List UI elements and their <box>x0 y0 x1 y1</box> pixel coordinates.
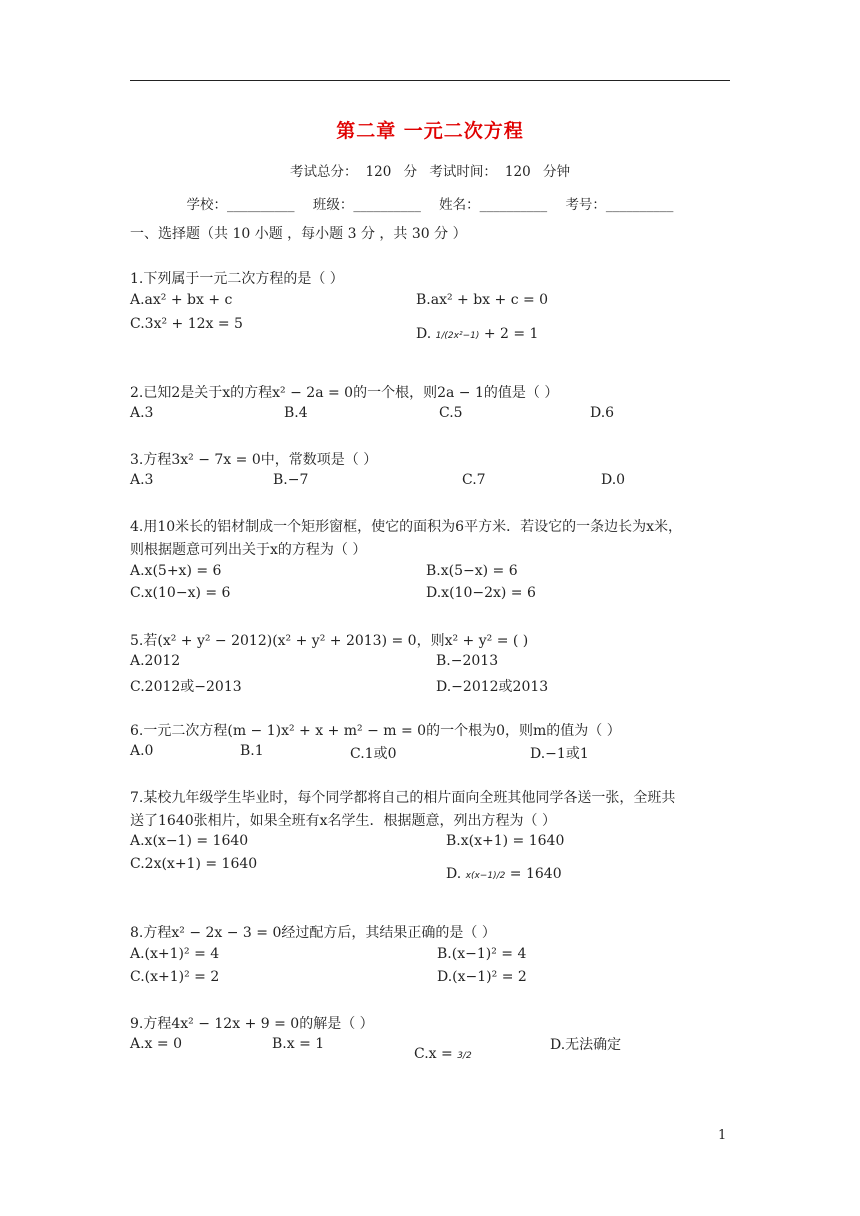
question-3-option-c: C.7 <box>462 472 486 488</box>
question-8-stem: 8.方程x² − 2x − 3 = 0经过配方后，其结果正确的是（ ） <box>130 925 496 941</box>
question-9-option-b: B.x = 1 <box>272 1036 325 1052</box>
question-7-option-d <box>446 866 562 882</box>
question-2-stem: 2.已知2是关于x的方程x² − 2a = 0的一个根，则2a − 1的值是（ ） <box>130 385 559 401</box>
question-1-option-a: A.ax² + bx + c <box>130 292 233 308</box>
question-1-stem: 1.下列属于一元二次方程的是（ ） <box>130 271 344 287</box>
exam-meta <box>0 160 860 180</box>
question-4-option-b: B.x(5−x) = 6 <box>426 563 518 579</box>
question-5-option-a: A.2012 <box>130 653 181 669</box>
time-value: 120 <box>504 164 531 180</box>
question-5-stem: 5.若(x² + y² − 2012)(x² + y² + 2013) = 0，则x² + y² = ( ) <box>130 633 529 649</box>
question-4-option-c: C.x(10−x) = 6 <box>130 585 231 601</box>
question-1-option-d <box>416 326 538 342</box>
question-2-option-c: C.5 <box>439 405 463 421</box>
option-d-fraction: 1/(2x²−1) <box>435 331 480 341</box>
question-4-option-d: D.x(10−2x) = 6 <box>426 585 536 601</box>
question-5-option-b: B.−2013 <box>436 653 499 669</box>
question-2-option-a: A.3 <box>130 405 154 421</box>
question-3-stem: 3.方程3x² − 7x = 0中，常数项是（ ） <box>130 452 378 468</box>
school-field: 学校：__________ <box>186 197 295 213</box>
option-c-prefix: C.x = <box>414 1046 453 1062</box>
question-7-option-b: B.x(x+1) = 1640 <box>446 833 565 849</box>
option-d-rest: = 1640 <box>509 866 562 882</box>
question-3-option-a: A.3 <box>130 472 154 488</box>
score-label: 考试总分： <box>290 164 358 180</box>
question-9-option-c <box>414 1046 472 1062</box>
question-5-option-c: C.2012或−2013 <box>130 679 242 695</box>
page-number: 1 <box>718 1128 727 1143</box>
question-6-option-a: A.0 <box>130 743 154 759</box>
question-7-stem-line2: 送了1640张相片，如果全班有x名学生．根据题意，列出方程为（ ） <box>130 813 556 829</box>
name-field: 姓名：__________ <box>439 197 548 213</box>
option-c-fraction: 3/2 <box>457 1051 472 1061</box>
question-7-option-c: C.2x(x+1) = 1640 <box>130 856 258 872</box>
header-rule <box>130 80 730 81</box>
question-8-option-c: C.(x+1)² = 2 <box>130 969 220 985</box>
question-3-option-d: D.0 <box>601 472 626 488</box>
question-8-option-d: D.(x−1)² = 2 <box>437 969 527 985</box>
question-4-stem: 4.用10米长的铝材制成一个矩形窗框，使它的面积为6平方米．若设它的一条边长为x米， <box>130 519 682 535</box>
question-5-option-d: D.−2012或2013 <box>436 679 549 695</box>
question-9-option-d: D.无法确定 <box>550 1037 622 1053</box>
question-9-option-a: A.x = 0 <box>130 1036 182 1052</box>
question-6-option-c: C.1或0 <box>350 746 397 762</box>
exam-number-field: 考号：__________ <box>565 197 674 213</box>
option-d-fraction: x(x−1)/2 <box>465 871 506 881</box>
question-7-option-a: A.x(x−1) = 1640 <box>130 833 249 849</box>
question-9-stem: 9.方程4x² − 12x + 9 = 0的解是（ ） <box>130 1016 374 1032</box>
question-6-option-b: B.1 <box>240 743 264 759</box>
question-4-option-a: A.x(5+x) = 6 <box>130 563 222 579</box>
option-d-rest: + 2 = 1 <box>483 326 539 342</box>
section-title: 一、选择题（共 10 小题 ，每小题 3 分 ，共 30 分 ） <box>130 226 467 242</box>
question-2-option-b: B.4 <box>284 405 308 421</box>
question-1-option-b: B.ax² + bx + c = 0 <box>416 292 549 308</box>
score-unit: 分 <box>403 164 418 180</box>
question-6-option-d: D.−1或1 <box>530 746 589 762</box>
question-8-option-a: A.(x+1)² = 4 <box>130 946 220 962</box>
option-d-prefix: D. <box>416 326 432 342</box>
time-label: 考试时间： <box>429 164 497 180</box>
question-4-stem-line2: 则根据题意可列出关于x的方程为（ ） <box>130 542 367 558</box>
page-title: 第二章 一元二次方程 <box>336 120 524 142</box>
time-unit: 分钟 <box>542 164 570 180</box>
question-8-option-b: B.(x−1)² = 4 <box>437 946 527 962</box>
question-6-stem: 6.一元二次方程(m − 1)x² + x + m² − m = 0的一个根为0，则m的值为（ ） <box>130 723 621 739</box>
question-7-stem: 7.某校九年级学生毕业时，每个同学都将自己的相片面向全班其他同学各送一张，全班共 <box>130 790 676 806</box>
question-1-option-c: C.3x² + 12x = 5 <box>130 316 243 332</box>
student-info <box>0 193 860 213</box>
score-value: 120 <box>365 164 392 180</box>
question-3-option-b: B.−7 <box>273 472 309 488</box>
option-d-prefix: D. <box>446 866 462 882</box>
class-field: 班级：__________ <box>312 197 421 213</box>
question-2-option-d: D.6 <box>590 405 615 421</box>
